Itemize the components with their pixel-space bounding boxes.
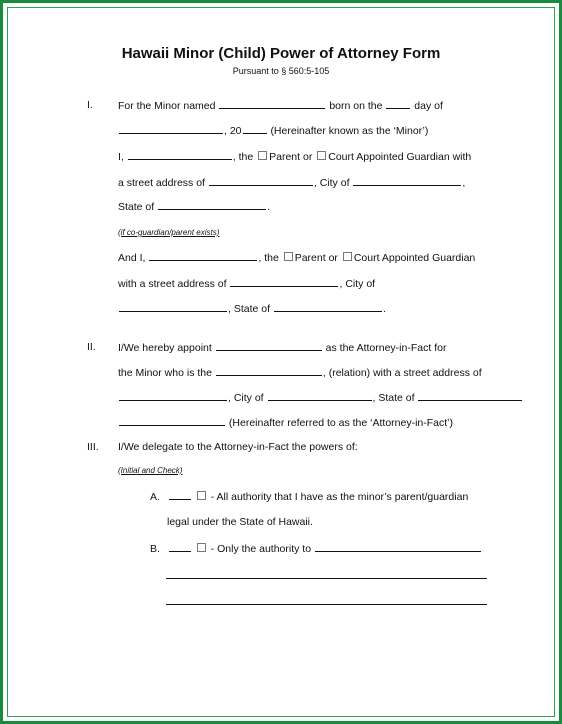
text: State of <box>118 201 155 213</box>
text: , City of <box>228 392 264 404</box>
co-guardian-note: (if co-guardian/parent exists) <box>118 228 220 237</box>
guardian-1-court-checkbox[interactable] <box>317 151 326 160</box>
text: I/We hereby appoint <box>118 342 212 354</box>
text: - All authority that I have as the minor’s parent/guardian <box>210 491 469 503</box>
option-b-line-1 <box>150 542 482 555</box>
guardian-2-parent-checkbox[interactable] <box>284 252 293 261</box>
text: I, <box>118 151 124 163</box>
text: Parent or <box>269 151 313 163</box>
guardian-2-state-field[interactable] <box>274 302 382 312</box>
initial-check-note: (Initial and Check) <box>118 466 183 475</box>
text: the Minor who is the <box>118 367 212 379</box>
section-1-line-2 <box>118 124 428 137</box>
guardian-1-street-field[interactable] <box>209 176 313 186</box>
text: For the Minor named <box>118 100 216 112</box>
form-subtitle: Pursuant to § 560:5-105 <box>232 66 330 76</box>
text: , 20 <box>224 125 242 137</box>
guardian-2-court-checkbox[interactable] <box>343 252 352 261</box>
option-a-checkbox[interactable] <box>197 491 206 500</box>
text: , (relation) with a street address of <box>322 367 482 379</box>
attorney-name-field[interactable] <box>216 341 322 351</box>
section-3-line-1: I/We delegate to the Attorney-in-Fact the powers of: <box>118 441 358 453</box>
section-2-number: II. <box>87 341 96 353</box>
text: (Hereinafter referred to as the ‘Attorney-in-Fact’) <box>228 417 454 429</box>
text: , <box>462 177 466 189</box>
birth-month-field[interactable] <box>119 124 223 134</box>
option-a-label: A. <box>150 491 160 503</box>
section-1-number: I. <box>87 99 93 111</box>
section-1-line-1 <box>118 99 443 112</box>
text: day of <box>414 100 443 112</box>
text: born on the <box>329 100 383 112</box>
form-title: Hawaii Minor (Child) Power of Attorney Form <box>121 45 441 62</box>
section-1-line-4 <box>118 176 465 189</box>
section-3-number: III. <box>87 441 99 453</box>
guardian-1-parent-checkbox[interactable] <box>258 151 267 160</box>
section-1-line-8 <box>118 277 375 290</box>
option-a-line-2: legal under the State of Hawaii. <box>167 516 313 528</box>
attorney-city-field[interactable] <box>268 391 372 401</box>
attorney-street-field[interactable] <box>119 391 227 401</box>
guardian-2-name-field[interactable] <box>149 251 257 261</box>
text: , City of <box>339 278 376 290</box>
text: . <box>382 303 386 315</box>
text: . <box>267 201 271 213</box>
text: Parent or <box>294 252 338 264</box>
option-b-checkbox[interactable] <box>197 543 206 552</box>
option-b-label: B. <box>150 543 160 555</box>
guardian-1-name-field[interactable] <box>128 150 232 160</box>
birth-year-field[interactable] <box>243 124 267 134</box>
text: a street address of <box>118 177 205 189</box>
section-2-line-4 <box>118 416 453 429</box>
section-1-line-7 <box>118 251 475 264</box>
text: , the <box>258 252 279 264</box>
minor-name-field[interactable] <box>219 99 325 109</box>
text: (Hereinafter known as the ‘Minor’) <box>270 125 429 137</box>
guardian-1-city-field[interactable] <box>353 176 461 186</box>
text: , the <box>232 151 254 163</box>
guardian-1-state-field[interactable] <box>158 200 266 210</box>
option-b-authority-field[interactable] <box>315 542 481 552</box>
attorney-extra-field[interactable] <box>119 416 225 426</box>
text: And I, <box>118 252 146 264</box>
text: with a street address of <box>118 278 227 290</box>
guardian-2-street-field[interactable] <box>230 277 338 287</box>
section-1-line-3 <box>118 150 471 163</box>
section-1-line-9 <box>118 302 386 315</box>
attorney-relation-field[interactable] <box>216 366 322 376</box>
section-2-line-3 <box>118 391 523 404</box>
document-inner-border <box>7 7 555 717</box>
option-b-line-2-field[interactable] <box>166 578 487 579</box>
text: as the Attorney-in-Fact for <box>325 342 447 354</box>
option-b-line-3-field[interactable] <box>166 604 487 605</box>
text: , State of <box>228 303 271 315</box>
section-2-line-1 <box>118 341 446 354</box>
attorney-state-field[interactable] <box>418 391 522 401</box>
text: , State of <box>372 392 415 404</box>
birth-day-field[interactable] <box>386 99 410 109</box>
guardian-2-city-field[interactable] <box>119 302 227 312</box>
section-1-line-5 <box>118 200 270 213</box>
text: Court Appointed Guardian with <box>328 151 472 163</box>
option-a-initial-field[interactable] <box>169 490 191 500</box>
option-b-initial-field[interactable] <box>169 542 191 552</box>
text: Court Appointed Guardian <box>353 252 476 264</box>
text: , City of <box>313 177 350 189</box>
section-2-line-2 <box>118 366 482 379</box>
option-a-line-1 <box>150 490 468 503</box>
text: - Only the authority to <box>210 543 312 555</box>
